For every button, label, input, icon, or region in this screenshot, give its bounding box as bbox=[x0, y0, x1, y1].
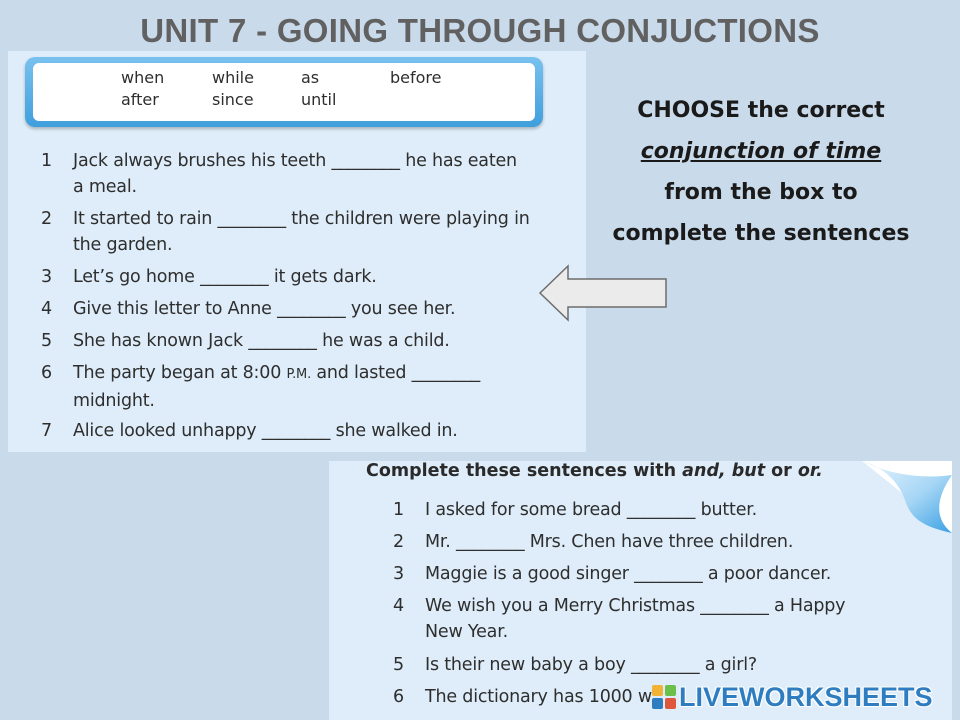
item-text: Let’s go home ________ it gets dark. bbox=[73, 267, 377, 287]
item-number: 2 bbox=[41, 209, 52, 229]
item-number: 1 bbox=[393, 500, 404, 520]
item-text: I asked for some bread ________ butter. bbox=[425, 500, 758, 520]
instruction bbox=[590, 90, 932, 254]
item-number: 7 bbox=[41, 421, 52, 441]
word-box-item: before bbox=[390, 68, 442, 87]
instruction-line: CHOOSE the correct bbox=[637, 98, 885, 123]
item-number: 3 bbox=[393, 564, 404, 584]
word-box-item: after bbox=[121, 90, 159, 109]
heading-emphasis: and, but bbox=[682, 461, 766, 481]
liveworksheets-logo-icon bbox=[651, 684, 677, 710]
item-number: 6 bbox=[393, 687, 404, 707]
item-line: Jack always brushes his teeth ________ he has eaten bbox=[73, 151, 517, 171]
heading-emphasis: or. bbox=[797, 461, 823, 481]
item-line-part: and lasted ________ bbox=[311, 363, 481, 383]
item-text bbox=[73, 148, 517, 200]
item-number: 4 bbox=[393, 596, 404, 616]
heading-part: Complete these sentences with bbox=[366, 461, 683, 481]
item-number: 4 bbox=[41, 299, 52, 319]
page-title: UNIT 7 - GOING THROUGH CONJUCTIONS bbox=[140, 12, 820, 49]
instruction-line: from the box to bbox=[664, 180, 858, 205]
item-line: New Year. bbox=[425, 622, 508, 642]
item-line: a meal. bbox=[73, 177, 137, 197]
word-box-inner bbox=[33, 63, 535, 121]
liveworksheets-wordmark: LIVEWORKSHEETS bbox=[679, 681, 933, 712]
heading-part: or bbox=[765, 461, 798, 481]
word-box-item: when bbox=[121, 68, 165, 87]
item-line: midnight. bbox=[73, 391, 155, 411]
liveworksheets-logo bbox=[651, 681, 933, 713]
item-number: 3 bbox=[41, 267, 52, 287]
exercise1-panel bbox=[8, 51, 586, 452]
item-text: Alice looked unhappy ________ she walked in. bbox=[73, 421, 458, 441]
item-text: Give this letter to Anne ________ you see her. bbox=[73, 299, 456, 319]
item-text: She has known Jack ________ he was a child. bbox=[73, 331, 450, 351]
item-line: It started to rain ________ the children were playing in bbox=[73, 209, 530, 229]
word-box-item: until bbox=[301, 90, 337, 109]
item-text: The dictionary has 1000 w bbox=[425, 687, 652, 707]
item-line: the garden. bbox=[73, 235, 173, 255]
instruction-line: complete the sentences bbox=[612, 221, 910, 246]
item-line-part: The party began at 8:00 bbox=[73, 363, 287, 383]
item-number: 2 bbox=[393, 532, 404, 552]
word-box-item: as bbox=[301, 68, 320, 87]
item-text: Mr. ________ Mrs. Chen have three children. bbox=[425, 532, 794, 552]
item-text: Maggie is a good singer ________ a poor dancer. bbox=[425, 564, 832, 584]
word-box-item: while bbox=[212, 68, 254, 87]
word-box-item: since bbox=[212, 90, 254, 109]
page-curl-icon bbox=[862, 461, 952, 533]
item-text bbox=[73, 206, 530, 258]
item-number: 5 bbox=[393, 655, 404, 675]
item-number: 1 bbox=[41, 151, 52, 171]
word-box bbox=[25, 57, 543, 127]
item-line: We wish you a Merry Christmas ________ a Happy bbox=[425, 596, 846, 616]
exercise2-heading bbox=[366, 461, 823, 481]
instruction-emphasis: conjunction of time bbox=[640, 139, 882, 164]
item-line-time: P.M. bbox=[286, 367, 311, 382]
left-arrow-icon bbox=[538, 264, 668, 322]
item-number: 5 bbox=[41, 331, 52, 351]
item-number: 6 bbox=[41, 363, 52, 383]
item-text bbox=[425, 593, 845, 645]
item-text bbox=[73, 360, 480, 414]
item-text: Is their new baby a boy ________ a girl? bbox=[425, 655, 757, 675]
